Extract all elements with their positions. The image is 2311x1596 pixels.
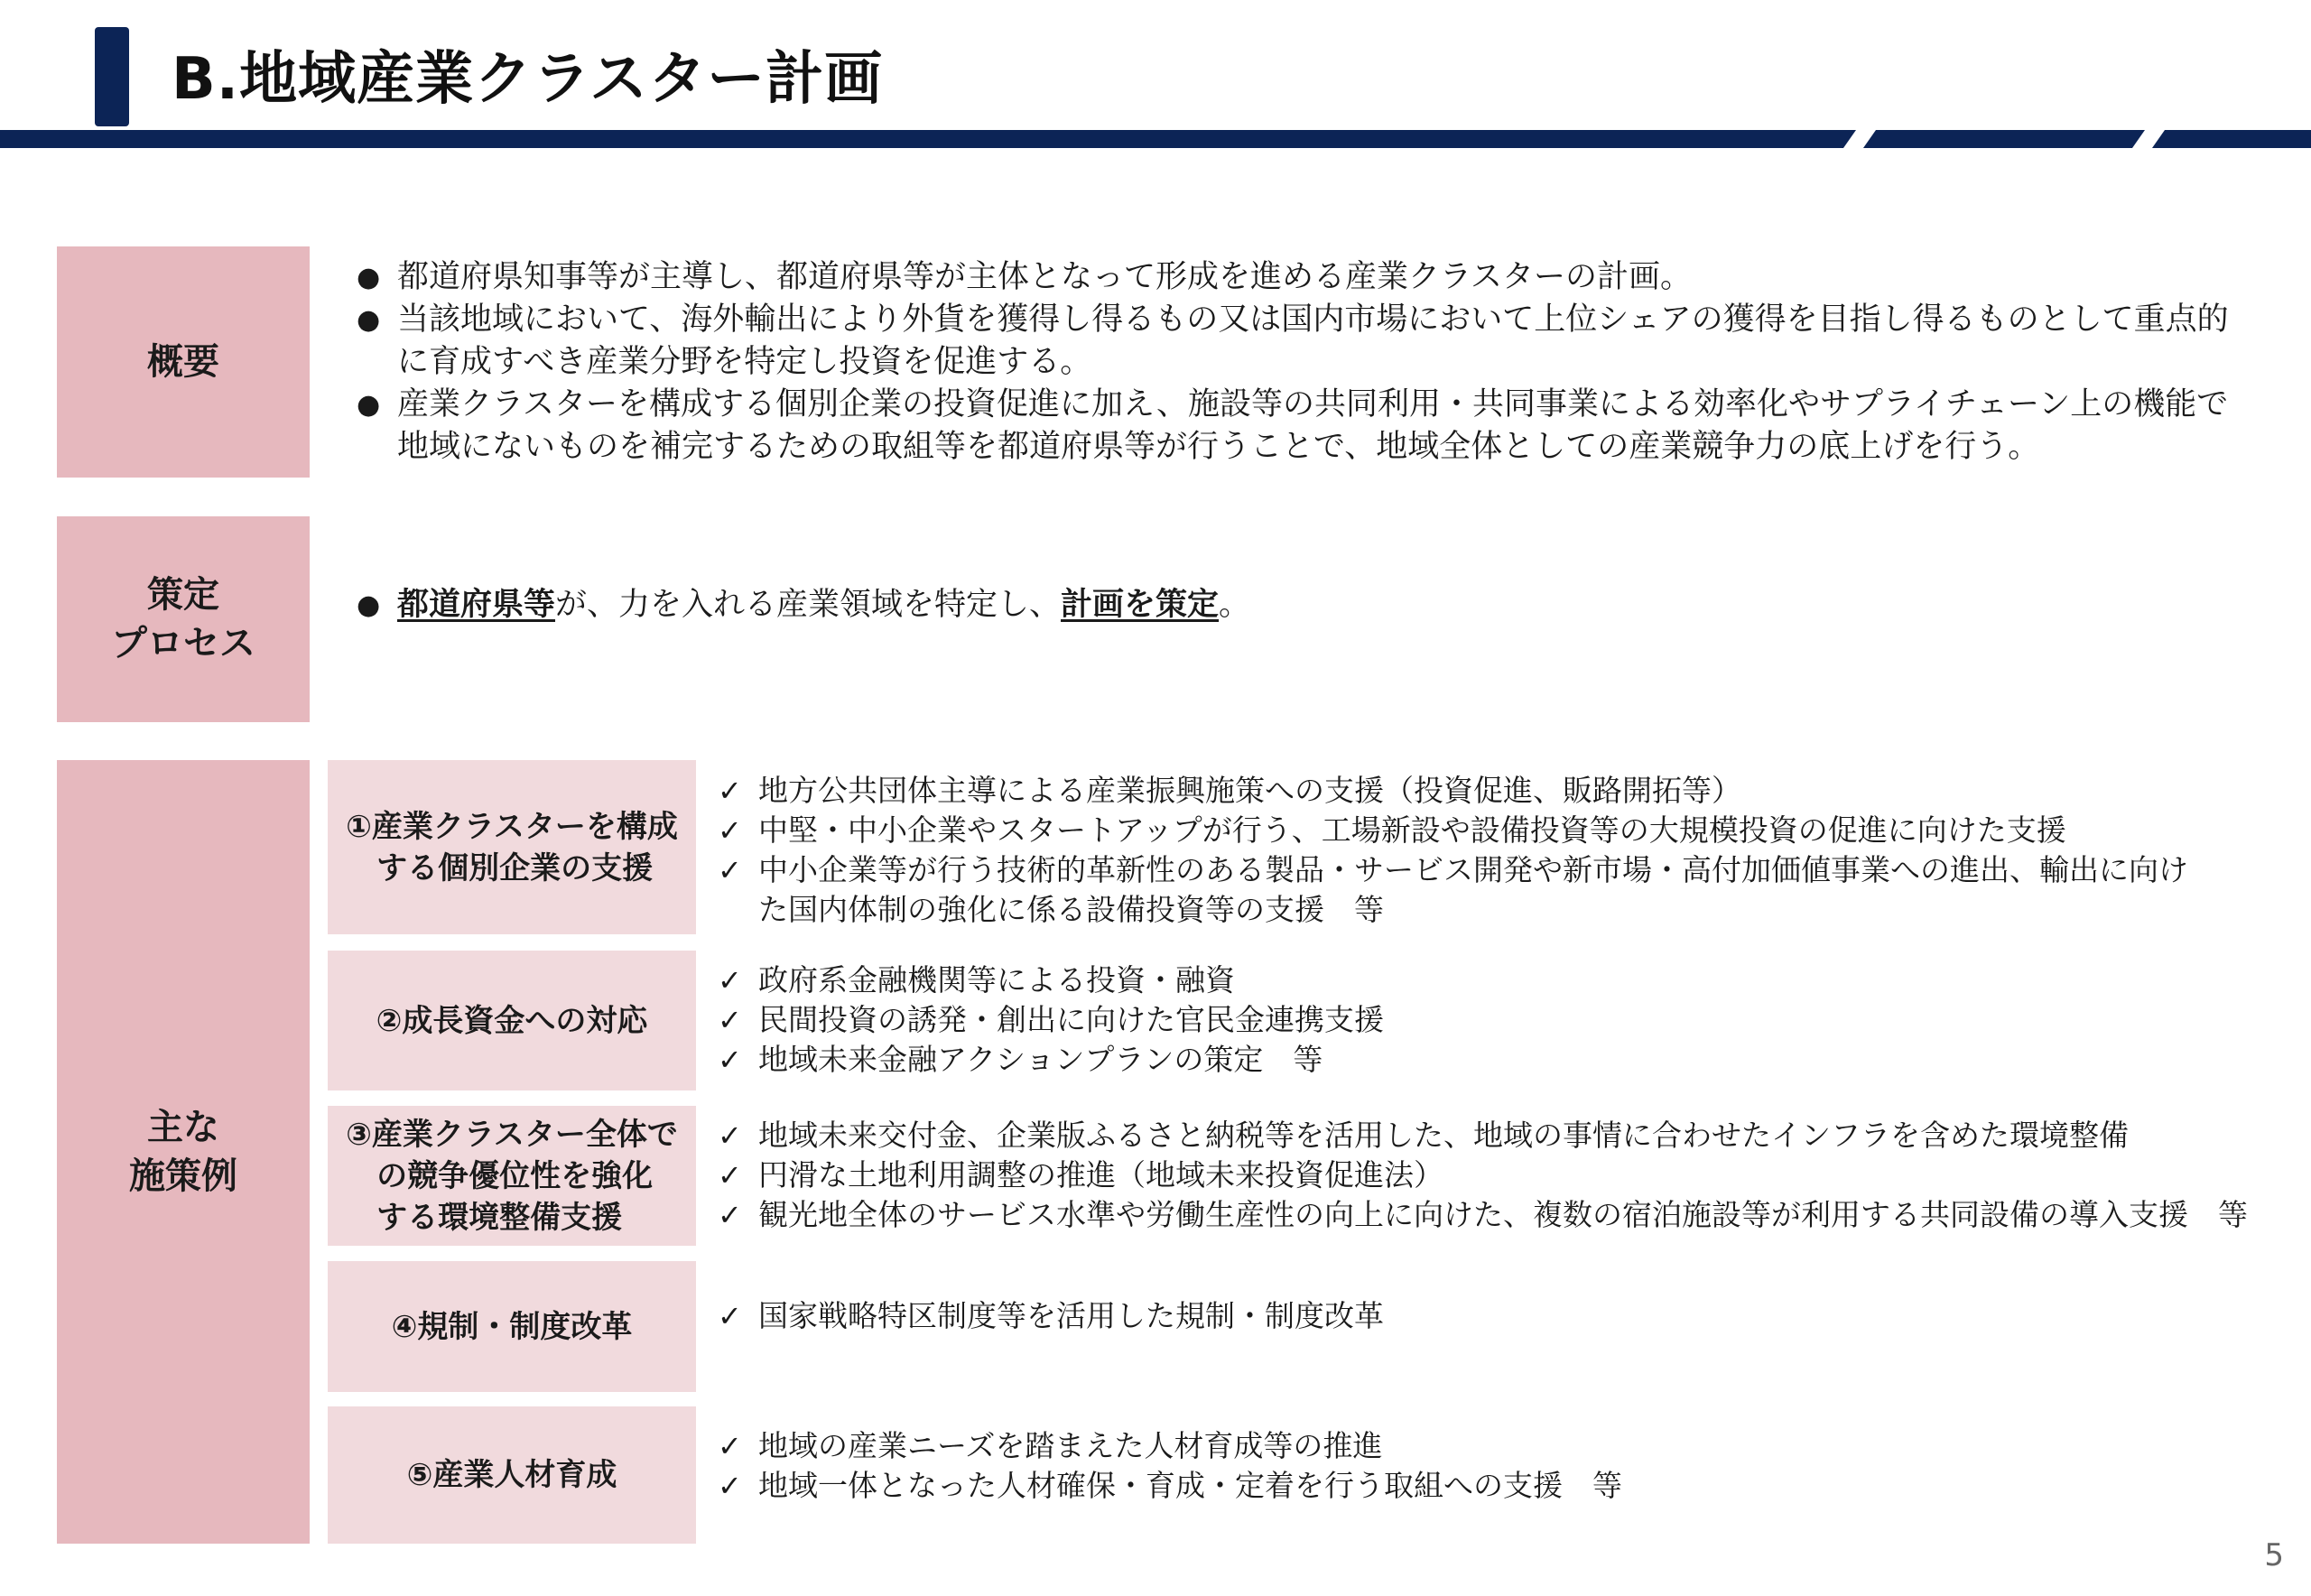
measures-label-line1: 主な (147, 1107, 219, 1148)
overview-bullets (357, 256, 2234, 469)
process-text-end: 。 (1219, 587, 1251, 623)
check-item: ✓ 中堅・中小企業やスタートアップが行う、工場新設や設備投資等の大規模投資の促進に向けた支援 (718, 811, 2252, 850)
overview-bullet: ● 産業クラスターを構成する個別企業の投資促進に加え、施設等の共同利用・共同事業による効率化やサプライチェーン上の機能で地域にないものを補完するための取組等を都道府県等が行うことで、地域全体としての産業競争力の底上げを行う。 (357, 384, 2234, 469)
measure-label-3 (328, 1106, 696, 1246)
measure-label-text: ①産業クラスターを構成 する個別企業の支援 (346, 808, 678, 886)
process-bullet (357, 584, 2234, 626)
measure-label-text: ⑤産業人材育成 (406, 1457, 617, 1493)
check-item: ✓ 民間投資の誘発・創出に向けた官民金連携支援 (718, 1000, 2252, 1040)
measure-label-1 (328, 760, 696, 934)
measure-checks-4 (718, 1296, 2252, 1336)
measure-checks-2 (718, 960, 2252, 1080)
title-marker (95, 27, 129, 126)
process-label (57, 516, 310, 722)
check-item: ✓ 地域一体となった人材確保・育成・定着を行う取組への支援 等 (718, 1466, 2252, 1506)
check-item: ✓ 政府系金融機関等による投資・融資 (718, 960, 2252, 1000)
check-item: ✓ 地方公共団体主導による産業振興施策への支援（投資促進、販路開拓等） (718, 771, 2252, 811)
overview-bullet: ● 当該地域において、海外輸出により外貨を獲得し得るもの又は国内市場において上位シェアの獲得を目指し得るものとして重点的に育成すべき産業分野を特定し投資を促進する。 (357, 299, 2234, 384)
check-item: ✓ 地域未来金融アクションプランの策定 等 (718, 1040, 2252, 1080)
process-label-line2: プロセス (111, 623, 255, 664)
process-label-line1: 策定 (147, 574, 219, 616)
page-title: B.地域産業クラスター計画 (172, 46, 884, 113)
process-bullets (357, 584, 2234, 626)
measure-label-text: ②成長資金への対応 (376, 1002, 648, 1039)
check-item: ✓ 地域未来交付金、企業版ふるさと納税等を活用した、地域の事情に合わせたインフラを含めた環境整備 (718, 1116, 2302, 1155)
page-number: 5 (2264, 1537, 2284, 1573)
process-text: が、力を入れる産業領域を特定し、 (555, 587, 1062, 623)
check-item: ✓ 国家戦略特区制度等を活用した規制・制度改革 (718, 1296, 2252, 1336)
check-item: ✓ 中小企業等が行う技術的革新性のある製品・サービス開発や新市場・高付加価値事業への進出、輸出に向けた国内体制の強化に係る設備投資等の支援 等 (718, 850, 2194, 930)
check-item: ✓ 地域の産業ニーズを踏まえた人材育成等の推進 (718, 1426, 2252, 1466)
measure-label-text: ③産業クラスター全体で の競争優位性を強化 する環境整備支援 (346, 1116, 678, 1236)
overview-label (57, 246, 310, 478)
overview-label-text: 概要 (147, 341, 219, 383)
measures-label (57, 760, 310, 1544)
measure-checks-1 (718, 771, 2252, 930)
measure-label-4 (328, 1261, 696, 1392)
process-emphasis-plan: 計画を策定 (1061, 587, 1220, 623)
overview-bullet: ● 都道府県知事等が主導し、都道府県等が主体となって形成を進める産業クラスターの計画。 (357, 256, 2234, 299)
measure-label-text: ④規制・制度改革 (391, 1308, 633, 1345)
process-emphasis-prefectures: 都道府県等 (397, 587, 556, 623)
measure-checks-5 (718, 1426, 2252, 1506)
measure-label-2 (328, 951, 696, 1090)
header-rule (0, 128, 2311, 150)
measures-label-line2: 施策例 (129, 1155, 237, 1197)
check-item: ✓ 観光地全体のサービス水準や労働生産性の向上に向けた、複数の宿泊施設等が利用する共同設備の導入支援 等 (718, 1195, 2302, 1235)
measure-checks-3 (718, 1116, 2302, 1235)
measure-label-5 (328, 1406, 696, 1544)
check-item: ✓ 円滑な土地利用調整の推進（地域未来投資促進法） (718, 1155, 2302, 1195)
